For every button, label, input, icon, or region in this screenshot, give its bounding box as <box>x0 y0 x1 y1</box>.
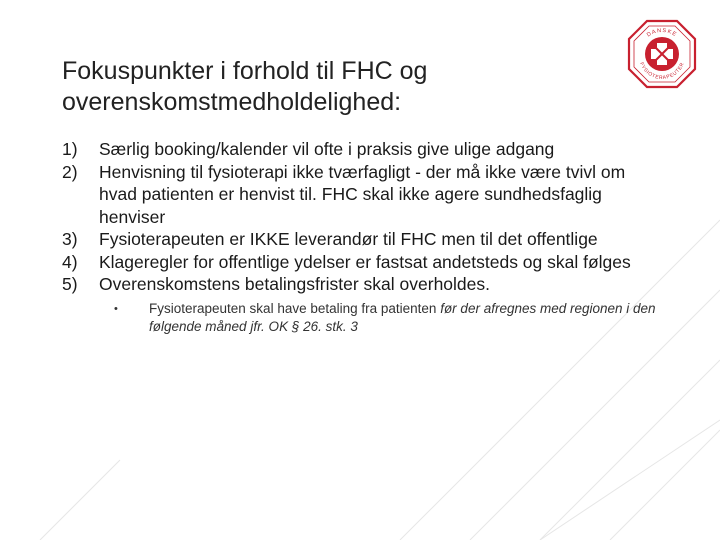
sub-bullet <box>99 300 662 336</box>
svg-text:DANSKE: DANSKE <box>645 27 679 39</box>
list-item <box>62 251 662 274</box>
list-item <box>62 228 662 251</box>
danske-fysioterapeuter-logo <box>626 18 698 90</box>
list-item-number: 4) <box>62 251 78 272</box>
list-item <box>62 273 662 336</box>
list-item-text: Fysioterapeuten er IKKE leverandør til FHC men til det offentlige <box>99 229 598 249</box>
list-item <box>62 161 662 229</box>
focus-points-list <box>62 138 662 336</box>
slide-title-line-2: overenskomstmedholdelighed: <box>62 88 402 116</box>
slide-title <box>62 56 602 118</box>
slide-title-line-1: Fokuspunkter i forhold til FHC og <box>62 57 428 85</box>
list-item-number: 1) <box>62 139 78 159</box>
list-item-number: 3) <box>62 229 78 249</box>
list-item-number: 2) <box>62 161 78 182</box>
list-item-text: Overenskomstens betalingsfrister skal overholdes. <box>99 274 491 294</box>
list-item-text: Klageregler for offentlige ydelser er fastsat andetsteds og skal følges <box>99 251 631 272</box>
list-item-number: 5) <box>62 274 78 294</box>
list-item-text: Særlig booking/kalender vil ofte i praksis give ulige adgang <box>99 139 555 159</box>
list-item-text: Henvisning til fysioterapi ikke tværfagligt - der må ikke være tvivl om hvad patienten er henvist til. FHC skal ikke agere sundhedsfaglig henviser <box>99 161 626 227</box>
svg-text:FYSIOTERAPEUTER: FYSIOTERAPEUTER <box>638 61 686 82</box>
sub-bullet-text: Fysioterapeuten skal have betaling fra patienten <box>149 300 441 316</box>
sub-bullet-italic-text: før der afregnes med regionen i den følgende måned jfr. OK § 26. stk. 3 <box>149 300 656 334</box>
list-item <box>62 138 662 161</box>
bullet-icon: • <box>114 302 118 315</box>
